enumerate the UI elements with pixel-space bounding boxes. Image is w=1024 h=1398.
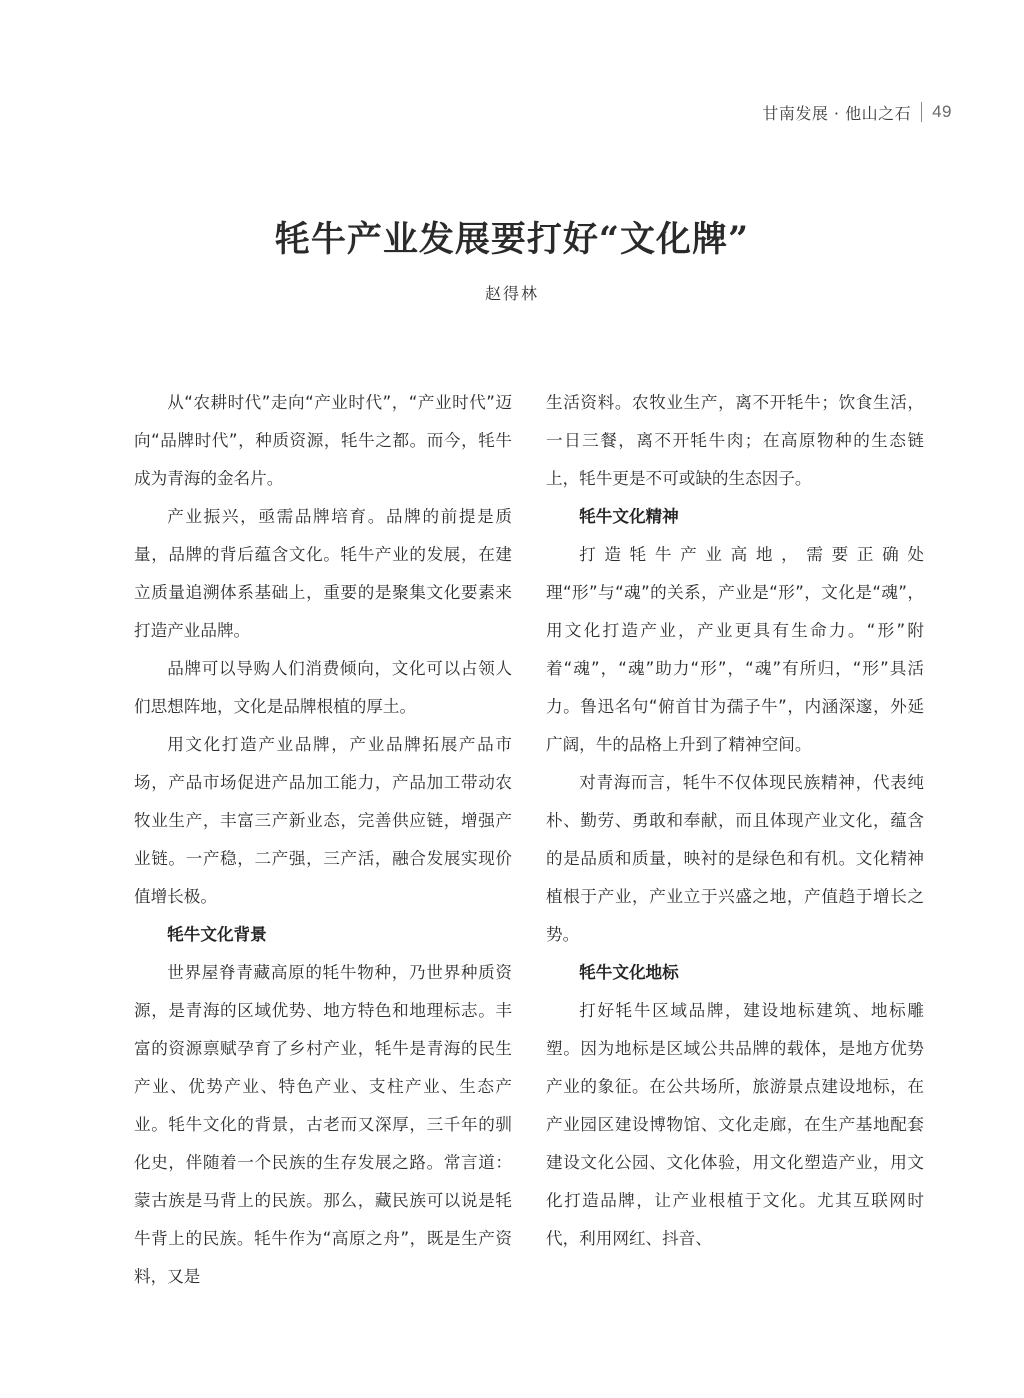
paragraph-continued: 生活资料。农牧业生产，离不开牦牛；饮食生活，一日三餐，离不开牦牛肉；在高原物种的生态链上，牦牛更是不可或缺的生态因子。 — [546, 393, 924, 488]
paragraph: 用文化打造产业品牌，产业品牌拓展产品市场，产品市场促进产品加工能力，产品加工带动农牧业生产，丰富三产新业态，完善供应链，增强产业链。一产稳，二产强，三产活，融合发展实现价值增长极。 — [134, 735, 512, 906]
section-heading: 牦牛文化背景 — [167, 925, 267, 944]
page-number: 49 — [932, 102, 952, 121]
header-divider — [921, 102, 922, 122]
paragraph: 对青海而言，牦牛不仅体现民族精神，代表纯朴、勤劳、勇敢和奉献，而且体现产业文化，蕴含的是品质和质量，映衬的是绿色和有机。文化精神植根于产业，产业立于兴盛之地，产值趋于增长之势。 — [546, 773, 924, 944]
section-heading: 牦牛文化精神 — [579, 507, 679, 526]
article-title: 牦牛产业发展要打好“文化牌” — [274, 219, 750, 260]
paragraph: 打造牦牛产业高地，需要正确处理“形”与“魂”的关系，产业是“形”，文化是“魂”，用文化打造产业，产业更具有生命力。“形”附着“魂”，“魂”助力“形”，“魂”有所归，“形”具活力。鲁迅名句“俯首甘为孺子牛”，内涵深邃，外延广阔，牛的品格上升到了精神空间。 — [546, 545, 924, 754]
section-title: 甘南发展 · 他山之石 — [762, 103, 912, 123]
running-header — [762, 100, 952, 124]
paragraph: 品牌可以导购人们消费倾向，文化可以占领人们思想阵地，文化是品牌根植的厚土。 — [134, 659, 512, 716]
paragraph: 产业振兴，亟需品牌培育。品牌的前提是质量，品牌的背后蕴含文化。牦牛产业的发展，在建立质量追溯体系基础上，重要的是聚集文化要素来打造产业品牌。 — [134, 507, 512, 640]
paragraph: 打好牦牛区域品牌，建设地标建筑、地标雕塑。因为地标是区域公共品牌的载体，是地方优势产业的象征。在公共场所，旅游景点建设地标，在产业园区建设博物馆、文化走廊，在生产基地配套建设文化公园、文化体验，用文化塑造产业，用文化打造品牌，让产业根植于文化。尤其互联网时代，利用网红、抖音、 — [546, 1001, 924, 1248]
right-column — [546, 384, 924, 1258]
paragraph: 从“农耕时代”走向“产业时代”，“产业时代”迈向“品牌时代”，种质资源，牦牛之都。而今，牦牛成为青海的金名片。 — [134, 393, 512, 488]
article-author: 赵得林 — [484, 284, 539, 303]
paragraph: 世界屋脊青藏高原的牦牛物种，乃世界种质资源，是青海的区域优势、地方特色和地理标志。丰富的资源禀赋孕育了乡村产业，牦牛是青海的民生产业、优势产业、特色产业、支柱产业、生态产业。牦牛文化的背景，古老而又深厚，三千年的驯化史，伴随着一个民族的生存发展之路。常言道：蒙古族是马背上的民族。那么，藏民族可以说是牦牛背上的民族。牦牛作为“高原之舟”，既是生产资料，又是 — [134, 963, 512, 1286]
left-column — [134, 384, 512, 1296]
section-heading: 牦牛文化地标 — [579, 963, 679, 982]
